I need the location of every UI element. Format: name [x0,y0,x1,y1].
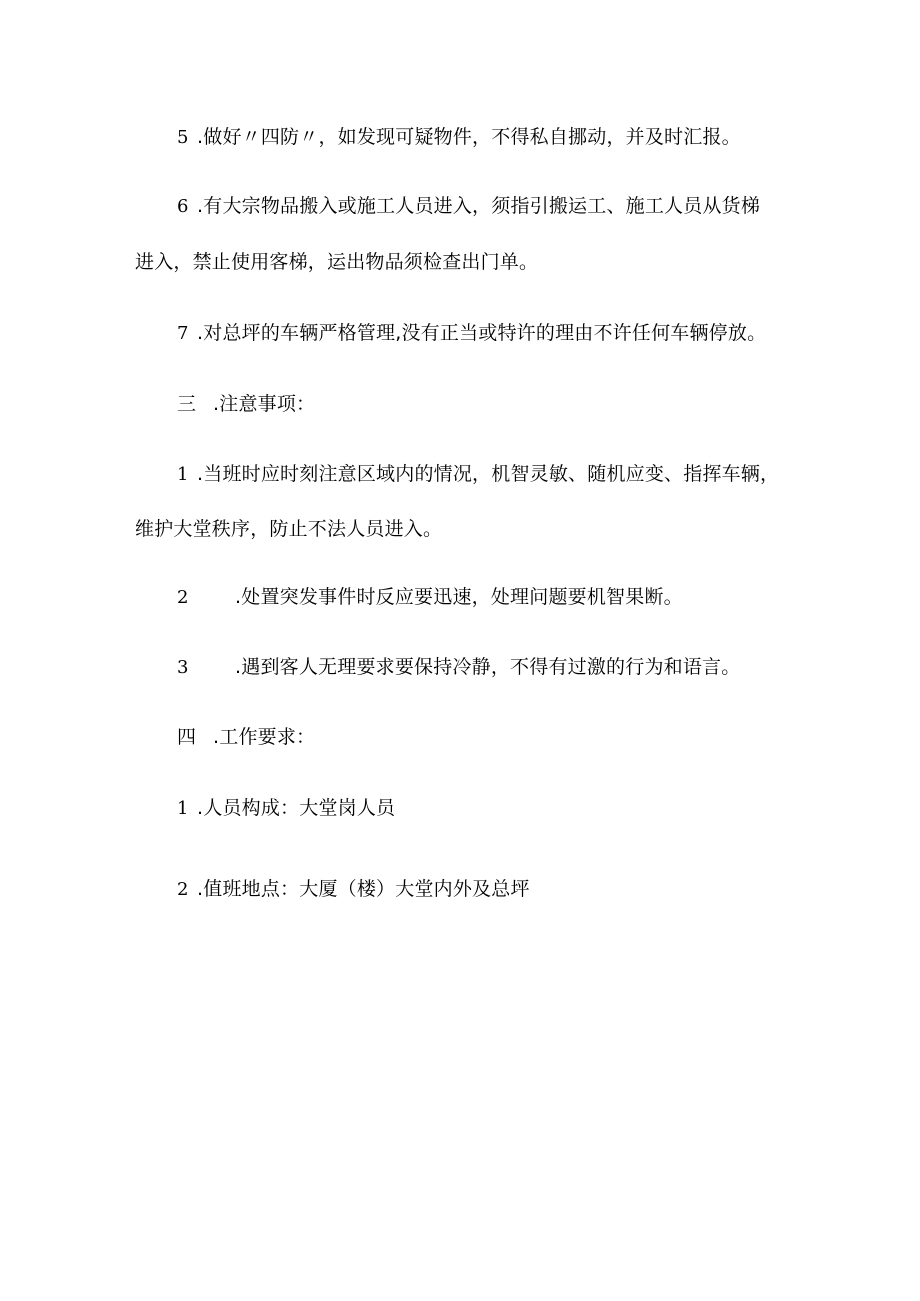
section-title: .工作要求： [213,726,316,748]
item-number: 2 [177,587,189,608]
item-number: 7 [177,323,189,344]
requirement-1 [177,795,395,822]
item-text: .值班地点：大厦（楼）大堂内外及总坪 [197,878,530,900]
item-text: 维护大堂秩序，防止不法人员进入。 [135,518,443,540]
item-text: .遇到客人无理要求要保持冷静，不得有过激的行为和语言。 [235,656,741,678]
item-text: .当班时应时刻注意区域内的情况，机智灵敏、随机应变、指挥车辆， [197,463,780,485]
item-number: 2 [177,879,189,900]
note-1 [177,461,779,488]
item-text: .人员构成：大堂岗人员 [197,797,396,819]
item-6 [177,193,760,220]
item-text: .对总坪的车辆严格管理,没有正当或特许的理由不许任何车辆停放。 [197,322,767,344]
item-text: 进入，禁止使用客梯，运出物品须检查出门单。 [135,251,539,273]
requirement-2 [177,876,530,903]
section-number: 四 [177,726,197,748]
item-text: .有大宗物品搬入或施工人员进入，须指引搬运工、施工人员从货梯 [197,195,761,217]
item-7 [177,320,766,347]
section-heading-3 [177,391,315,417]
note-1-continuation [135,516,442,542]
item-5 [177,124,741,151]
section-heading-4 [177,724,315,750]
item-6-continuation [135,249,538,275]
item-number: 6 [177,196,189,217]
item-number: 5 [177,127,189,148]
item-number: 3 [177,657,189,678]
item-number: 1 [177,798,189,819]
note-3 [177,654,740,681]
item-text: .处置突发事件时反应要迅速，处理问题要机智果断。 [235,586,683,608]
item-text: .做好〃四防〃，如发现可疑物件，不得私自挪动，并及时汇报。 [197,126,741,148]
section-number: 三 [177,393,197,415]
section-title: .注意事项： [213,393,316,415]
item-number: 1 [177,464,189,485]
note-2 [177,584,683,611]
